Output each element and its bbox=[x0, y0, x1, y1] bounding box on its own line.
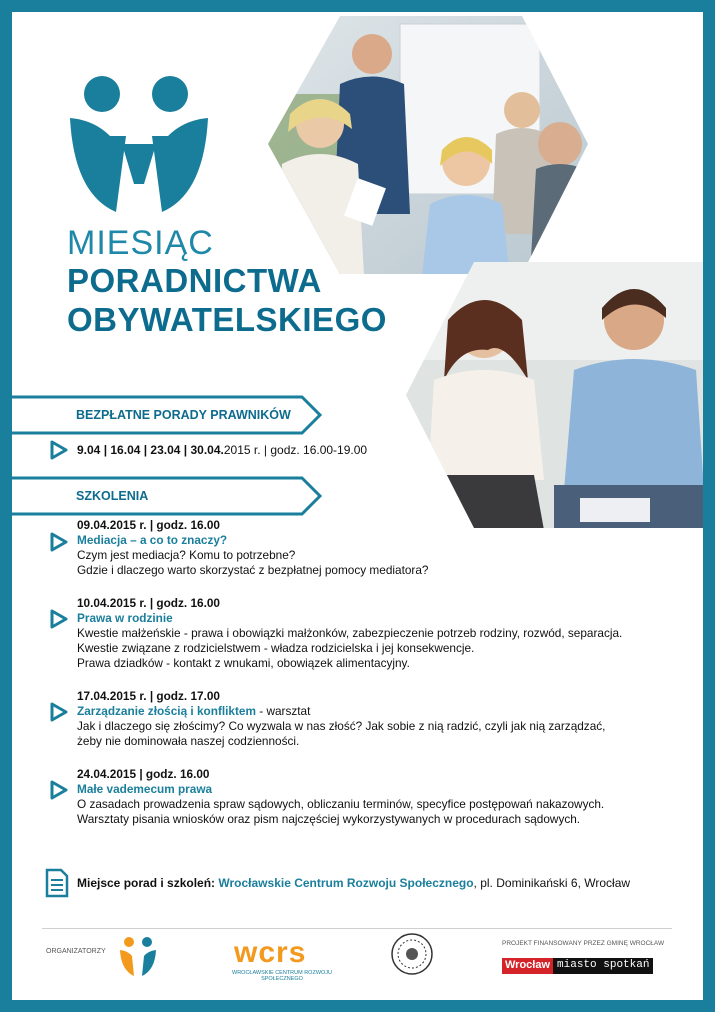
training-desc: Czym jest mediacja? Komu to potrzebne? bbox=[77, 548, 296, 562]
miasto-label: miasto spotkań bbox=[553, 958, 653, 974]
title-line-1: MIESIĄC bbox=[67, 224, 214, 262]
wcrs-logo: wcrs bbox=[234, 936, 307, 969]
training-desc: Jak i dlaczego się złościmy? Co wyzwala w nas złość? Jak sobie z nią radzić, czyli jak nią zarządzać, bbox=[77, 719, 606, 733]
play-arrow-icon bbox=[50, 440, 68, 460]
porady-dates-bold: 9.04 | 16.04 | 23.04 | 30.04. bbox=[77, 443, 224, 457]
training-name: Zarządzanie złością i konfliktem bbox=[77, 704, 256, 718]
footer-divider bbox=[42, 928, 672, 929]
location-address: , pl. Dominikański 6, Wrocław bbox=[473, 876, 631, 890]
heading-porady: BEZPŁATNE PORADY PRAWNIKÓW bbox=[76, 408, 291, 422]
play-arrow-icon bbox=[50, 702, 68, 722]
wroclaw-label: Wrocław bbox=[502, 958, 553, 974]
training-desc: Prawa dziadków - kontakt z wnukami, obowiązek alimentacyjny. bbox=[77, 656, 410, 670]
location-line bbox=[77, 876, 630, 891]
play-arrow-icon bbox=[50, 780, 68, 800]
organization-logo bbox=[64, 74, 214, 214]
banner-szkolenia bbox=[12, 476, 324, 516]
training-item bbox=[77, 767, 604, 827]
training-item bbox=[77, 596, 622, 671]
training-title bbox=[77, 611, 622, 626]
title-line-2: PORADNICTWA bbox=[67, 262, 322, 299]
training-date: 09.04.2015 r. | godz. 16.00 bbox=[77, 518, 220, 532]
training-suffix: - warsztat bbox=[255, 704, 311, 718]
photo-team-presentation bbox=[260, 14, 590, 276]
photo-consultation bbox=[404, 260, 703, 530]
document-icon bbox=[44, 868, 70, 898]
play-arrow-icon bbox=[50, 532, 68, 552]
training-desc: Gdzie i dlaczego warto skorzystać z bezpłatnej pomocy mediatora? bbox=[77, 563, 429, 577]
training-desc: Kwestie związane z rodzicielstwem - władza rodzicielska i jej konsekwencje. bbox=[77, 641, 475, 655]
organizers-label: ORGANIZATORZY bbox=[46, 948, 106, 955]
training-desc: O zasadach prowadzenia spraw sądowych, obliczaniu terminów, specyfice postępowań nakazowych. bbox=[77, 797, 605, 811]
training-name: Prawa w rodzinie bbox=[77, 611, 173, 625]
training-date: 10.04.2015 r. | godz. 16.00 bbox=[77, 596, 220, 610]
training-name: Mediacja – a co to znaczy? bbox=[77, 533, 228, 547]
wroclaw-logo bbox=[502, 958, 653, 974]
training-date: 17.04.2015 r. | godz. 17.00 bbox=[77, 689, 220, 703]
title-line-3: OBYWATELSKIEGO bbox=[67, 301, 387, 338]
location-place: Wrocławskie Centrum Rozwoju Społecznego bbox=[218, 876, 474, 890]
training-desc: Kwestie małżeńskie - prawa i obowiązki małżonków, zabezpieczenie potrzeb rodziny, rozwód, separacja. bbox=[77, 626, 623, 640]
training-date: 24.04.2015 | godz. 16.00 bbox=[77, 767, 210, 781]
porady-dates bbox=[77, 443, 367, 458]
training-name: Małe vademecum prawa bbox=[77, 782, 213, 796]
poster bbox=[12, 12, 703, 1000]
seal-logo bbox=[390, 932, 434, 976]
training-desc: Warsztaty pisania wniosków oraz pism najczęściej wykorzystywanych w procedurach sądowych. bbox=[77, 812, 581, 826]
training-desc: żeby nie dominowała naszej codzienności. bbox=[77, 734, 300, 748]
training-item bbox=[77, 689, 605, 749]
porady-dates-rest: 2015 r. | godz. 16.00-19.00 bbox=[223, 443, 368, 457]
play-arrow-icon bbox=[50, 609, 68, 629]
training-title bbox=[77, 782, 604, 797]
training-item bbox=[77, 518, 428, 578]
project-label: PROJEKT FINANSOWANY PRZEZ GMINĘ WROCŁAW bbox=[502, 940, 665, 947]
training-title bbox=[77, 533, 428, 548]
wcrs-subtitle: WROCŁAWSKIE CENTRUM ROZWOJU SPOŁECZNEGO bbox=[232, 970, 333, 982]
location-label: Miejsce porad i szkoleń: bbox=[77, 876, 216, 890]
organization-logo-small bbox=[118, 936, 158, 978]
training-title bbox=[77, 704, 605, 719]
heading-szkolenia: SZKOLENIA bbox=[76, 489, 149, 503]
